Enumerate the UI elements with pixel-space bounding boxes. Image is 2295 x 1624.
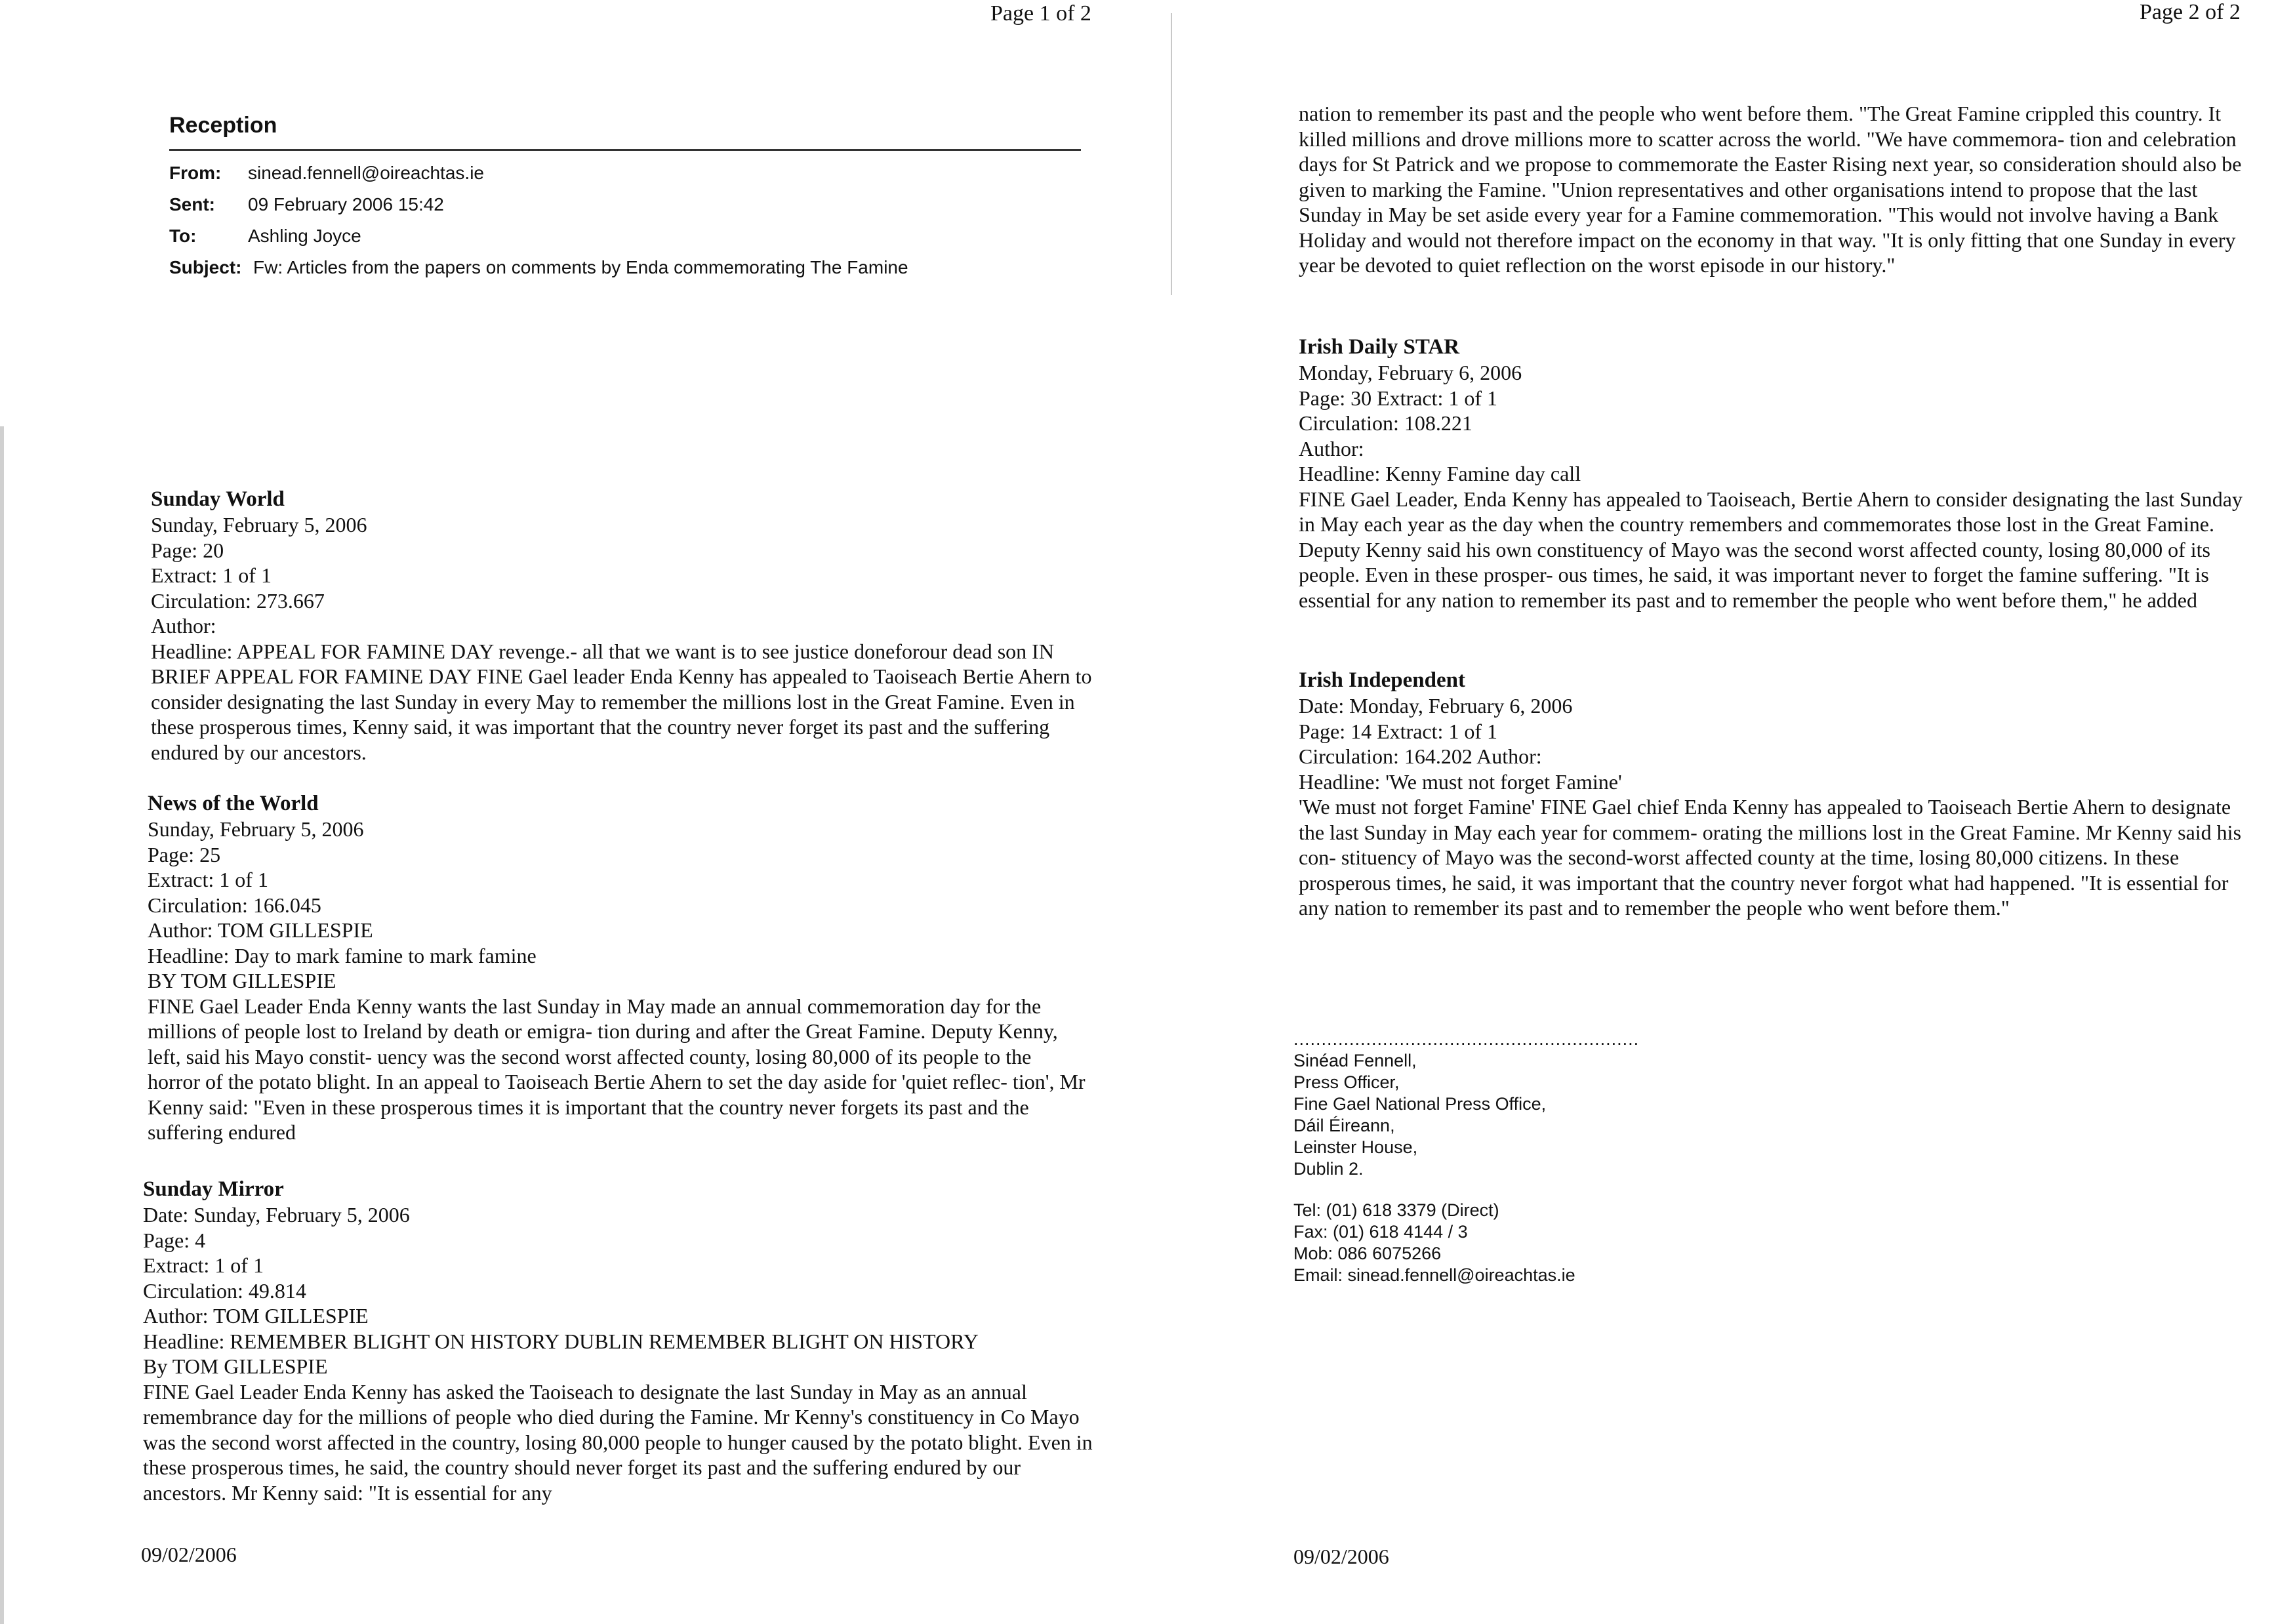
continuation-body: nation to remember its past and the people who went before them. "The Great Famine crippled this country. It killed millions and drove millions more to scatter across the world. "We have commemora- tion and celebration days for St Patrick and we propose to commemorate the Easter Rising next year, so consideration should also be given to marking the Famine. "Union representatives and other organisations intend to propose that the last Sunday in May be set aside every year for a Famine commemoration. "This would not involve having a Bank Holiday and would not therefore impact on the economy in that way. "It is only fitting that one Sunday in every year be devoted to quiet reflection on the worst episode in our history.": [1299, 102, 2242, 277]
article-circulation: Circulation: 273.667: [151, 588, 325, 613]
article-page: Page: 4: [143, 1228, 206, 1252]
email-title: Reception: [169, 113, 277, 138]
article-sunday-world: [151, 487, 1095, 765]
to-row: To: Ashling Joyce: [169, 226, 361, 246]
article-headline: Headline: 'We must not forget Famine': [1299, 769, 1622, 794]
article-author: Author: TOM GILLESPIE: [148, 918, 373, 942]
article-irish-independent: [1299, 668, 2250, 921]
article-date: Monday, February 6, 2006: [1299, 361, 1522, 384]
signature-address-1: Dáil Éireann,: [1293, 1116, 1395, 1135]
publication-name: News of the World: [148, 792, 319, 815]
subject-row: Subject: Fw: Articles from the papers on comments by Enda commemorating The Famine: [169, 257, 908, 277]
publication-name: Irish Independent: [1299, 668, 1465, 692]
signature-address-2: Leinster House,: [1293, 1137, 1418, 1157]
article-body: FINE Gael Leader Enda Kenny wants the last Sunday in May made an annual commemoration day for the millions of people lost to Ireland by death or emigra- tion during and after the Great Famine. Deputy Kenny, left, said his Mayo constit- uency was the second worst affected county, losing 80,000 of its people to the horror of the potato blight. In an appeal to Taoiseach Bertie Ahern to set the day aside for 'quiet reflec- tion', Mr Kenny said: "Even in these prosperous times it is important that the country never forgets its past and the suffering endured: [148, 994, 1086, 1144]
article-circulation: Circulation: 166.045: [148, 893, 321, 917]
article-circulation: Circulation: 164.202 Author:: [1299, 744, 1542, 768]
article-author: Author: TOM GILLESPIE: [143, 1304, 369, 1328]
page-divider: [1171, 13, 1172, 295]
article-headline: Headline: Day to mark famine to mark famine: [148, 943, 537, 967]
footer-date: 09/02/2006: [141, 1543, 237, 1566]
signature-dots: ..............................................................: [1293, 1029, 1640, 1049]
article-body: 'We must not forget Famine' FINE Gael chief Enda Kenny has appealed to Taoiseach Bertie Ahern to designate the last Sunday in May each year for commem- orating the millions lost in the Great Famine. Mr Kenny said his con- stituency of Mayo was the second-worst affected county at the time, losing 80,000 citizens. In these prosperous times, he said, it was important that the country never forgot what had happened. "It is essential for any nation to remember its past and to remember the people who went before them.": [1299, 795, 2242, 920]
sent-value: 09 February 2006 15:42: [248, 194, 444, 214]
page-number: Page 2 of 2: [2140, 0, 2241, 24]
article-author: Author:: [151, 614, 216, 638]
subject-value: Fw: Articles from the papers on comments by Enda commemorating The Famine: [253, 257, 908, 277]
article-byline: BY TOM GILLESPIE: [148, 969, 336, 992]
article-byline: By TOM GILLESPIE: [143, 1354, 328, 1378]
article-page: Page: 25: [148, 842, 221, 866]
article-date: Sunday, February 5, 2006: [148, 817, 364, 841]
article-date: Date: Sunday, February 5, 2006: [143, 1203, 410, 1227]
signature-office: Fine Gael National Press Office,: [1293, 1094, 1547, 1114]
article-headline: Headline: REMEMBER BLIGHT ON HISTORY DUBLIN REMEMBER BLIGHT ON HISTORY: [143, 1329, 979, 1353]
contact-mob: Mob: 086 6075266: [1293, 1244, 1442, 1263]
signature-address-3: Dublin 2.: [1293, 1159, 1364, 1179]
email-header: [169, 113, 1087, 283]
article-author: Author:: [1299, 436, 1364, 460]
article-page: Page: 30 Extract: 1 of 1: [1299, 386, 1498, 410]
article-extract: Extract: 1 of 1: [151, 563, 272, 587]
publication-name: Sunday Mirror: [143, 1177, 284, 1201]
from-row: From: sinead.fennell@oireachtas.ie: [169, 163, 484, 183]
article-body: FINE Gael Leader, Enda Kenny has appealed to Taoiseach, Bertie Ahern to consider designating the last Sunday in May each year as the day when the country remembers and commemorates those lost in the Great Famine. Deputy Kenny said his own constituency of Mayo was the second worst affected county, losing 80,000 of its people. Even in these prosper- ous times, he said, it was important never to forget the famine suffering. "It is essential for any nation to remember its past and to remember the people who went before them," he added: [1299, 487, 2243, 612]
scan-edge-line: [0, 426, 4, 1624]
article-body: Headline: APPEAL FOR FAMINE DAY revenge.- all that we want is to see justice doneforour dead son IN BRIEF APPEAL FOR FAMINE DAY FINE Gael leader Enda Kenny has appealed to Taoiseach Bertie Ahern to consider designating the last Sunday in every May to remember the millions lost in the Great Famine. Even in these prosperous times, Kenny said, it was important that the country never forget its past and the suffering endured by our ancestors.: [151, 639, 1092, 764]
article-page: Page: 20: [151, 538, 224, 562]
article-headline: Headline: Kenny Famine day call: [1299, 462, 1581, 485]
footer-date: 09/02/2006: [1293, 1545, 1389, 1568]
header-rule: [169, 149, 1081, 151]
article-page: Page: 14 Extract: 1 of 1: [1299, 719, 1498, 743]
to-value: Ashling Joyce: [248, 226, 361, 246]
signature-title: Press Officer,: [1293, 1072, 1400, 1092]
publication-name: Sunday World: [151, 487, 285, 511]
article-date: Date: Monday, February 6, 2006: [1299, 694, 1573, 718]
article-extract: Extract: 1 of 1: [148, 868, 268, 891]
contact-email: Email: sinead.fennell@oireachtas.ie: [1293, 1265, 1575, 1285]
publication-name: Irish Daily STAR: [1299, 335, 1460, 359]
sent-row: Sent: 09 February 2006 15:42: [169, 194, 444, 214]
article-date: Sunday, February 5, 2006: [151, 513, 367, 537]
article-body: FINE Gael Leader Enda Kenny has asked the Taoiseach to designate the last Sunday in May as an annual remembrance day for the millions of people who died during the Famine. Mr Kenny's constituency in Co Mayo was the second worst affected in the country, losing 80,000 people to hunger caused by the potato blight. Even in these prosperous times, he said, the country should never forget its past and the suffering endured by our ancestors. Mr Kenny said: "It is essential for any: [143, 1379, 1093, 1505]
from-value: sinead.fennell@oireachtas.ie: [248, 163, 484, 183]
contact-fax: Fax: (01) 618 4144 / 3: [1293, 1222, 1468, 1242]
article-sunday-mirror: [143, 1177, 1094, 1505]
page-number: Page 1 of 2: [990, 1, 1091, 26]
contact-tel: Tel: (01) 618 3379 (Direct): [1293, 1200, 1499, 1220]
article-circulation: Circulation: 49.814: [143, 1278, 306, 1303]
article-circulation: Circulation: 108.221: [1299, 411, 1472, 435]
article-news-of-the-world: [148, 791, 1086, 1145]
article-continuation: [1299, 101, 2250, 278]
signature-block: [1293, 1028, 1639, 1286]
article-extract: Extract: 1 of 1: [143, 1253, 264, 1277]
signature-name: Sinéad Fennell,: [1293, 1051, 1417, 1070]
article-irish-daily-star: [1299, 335, 2250, 613]
